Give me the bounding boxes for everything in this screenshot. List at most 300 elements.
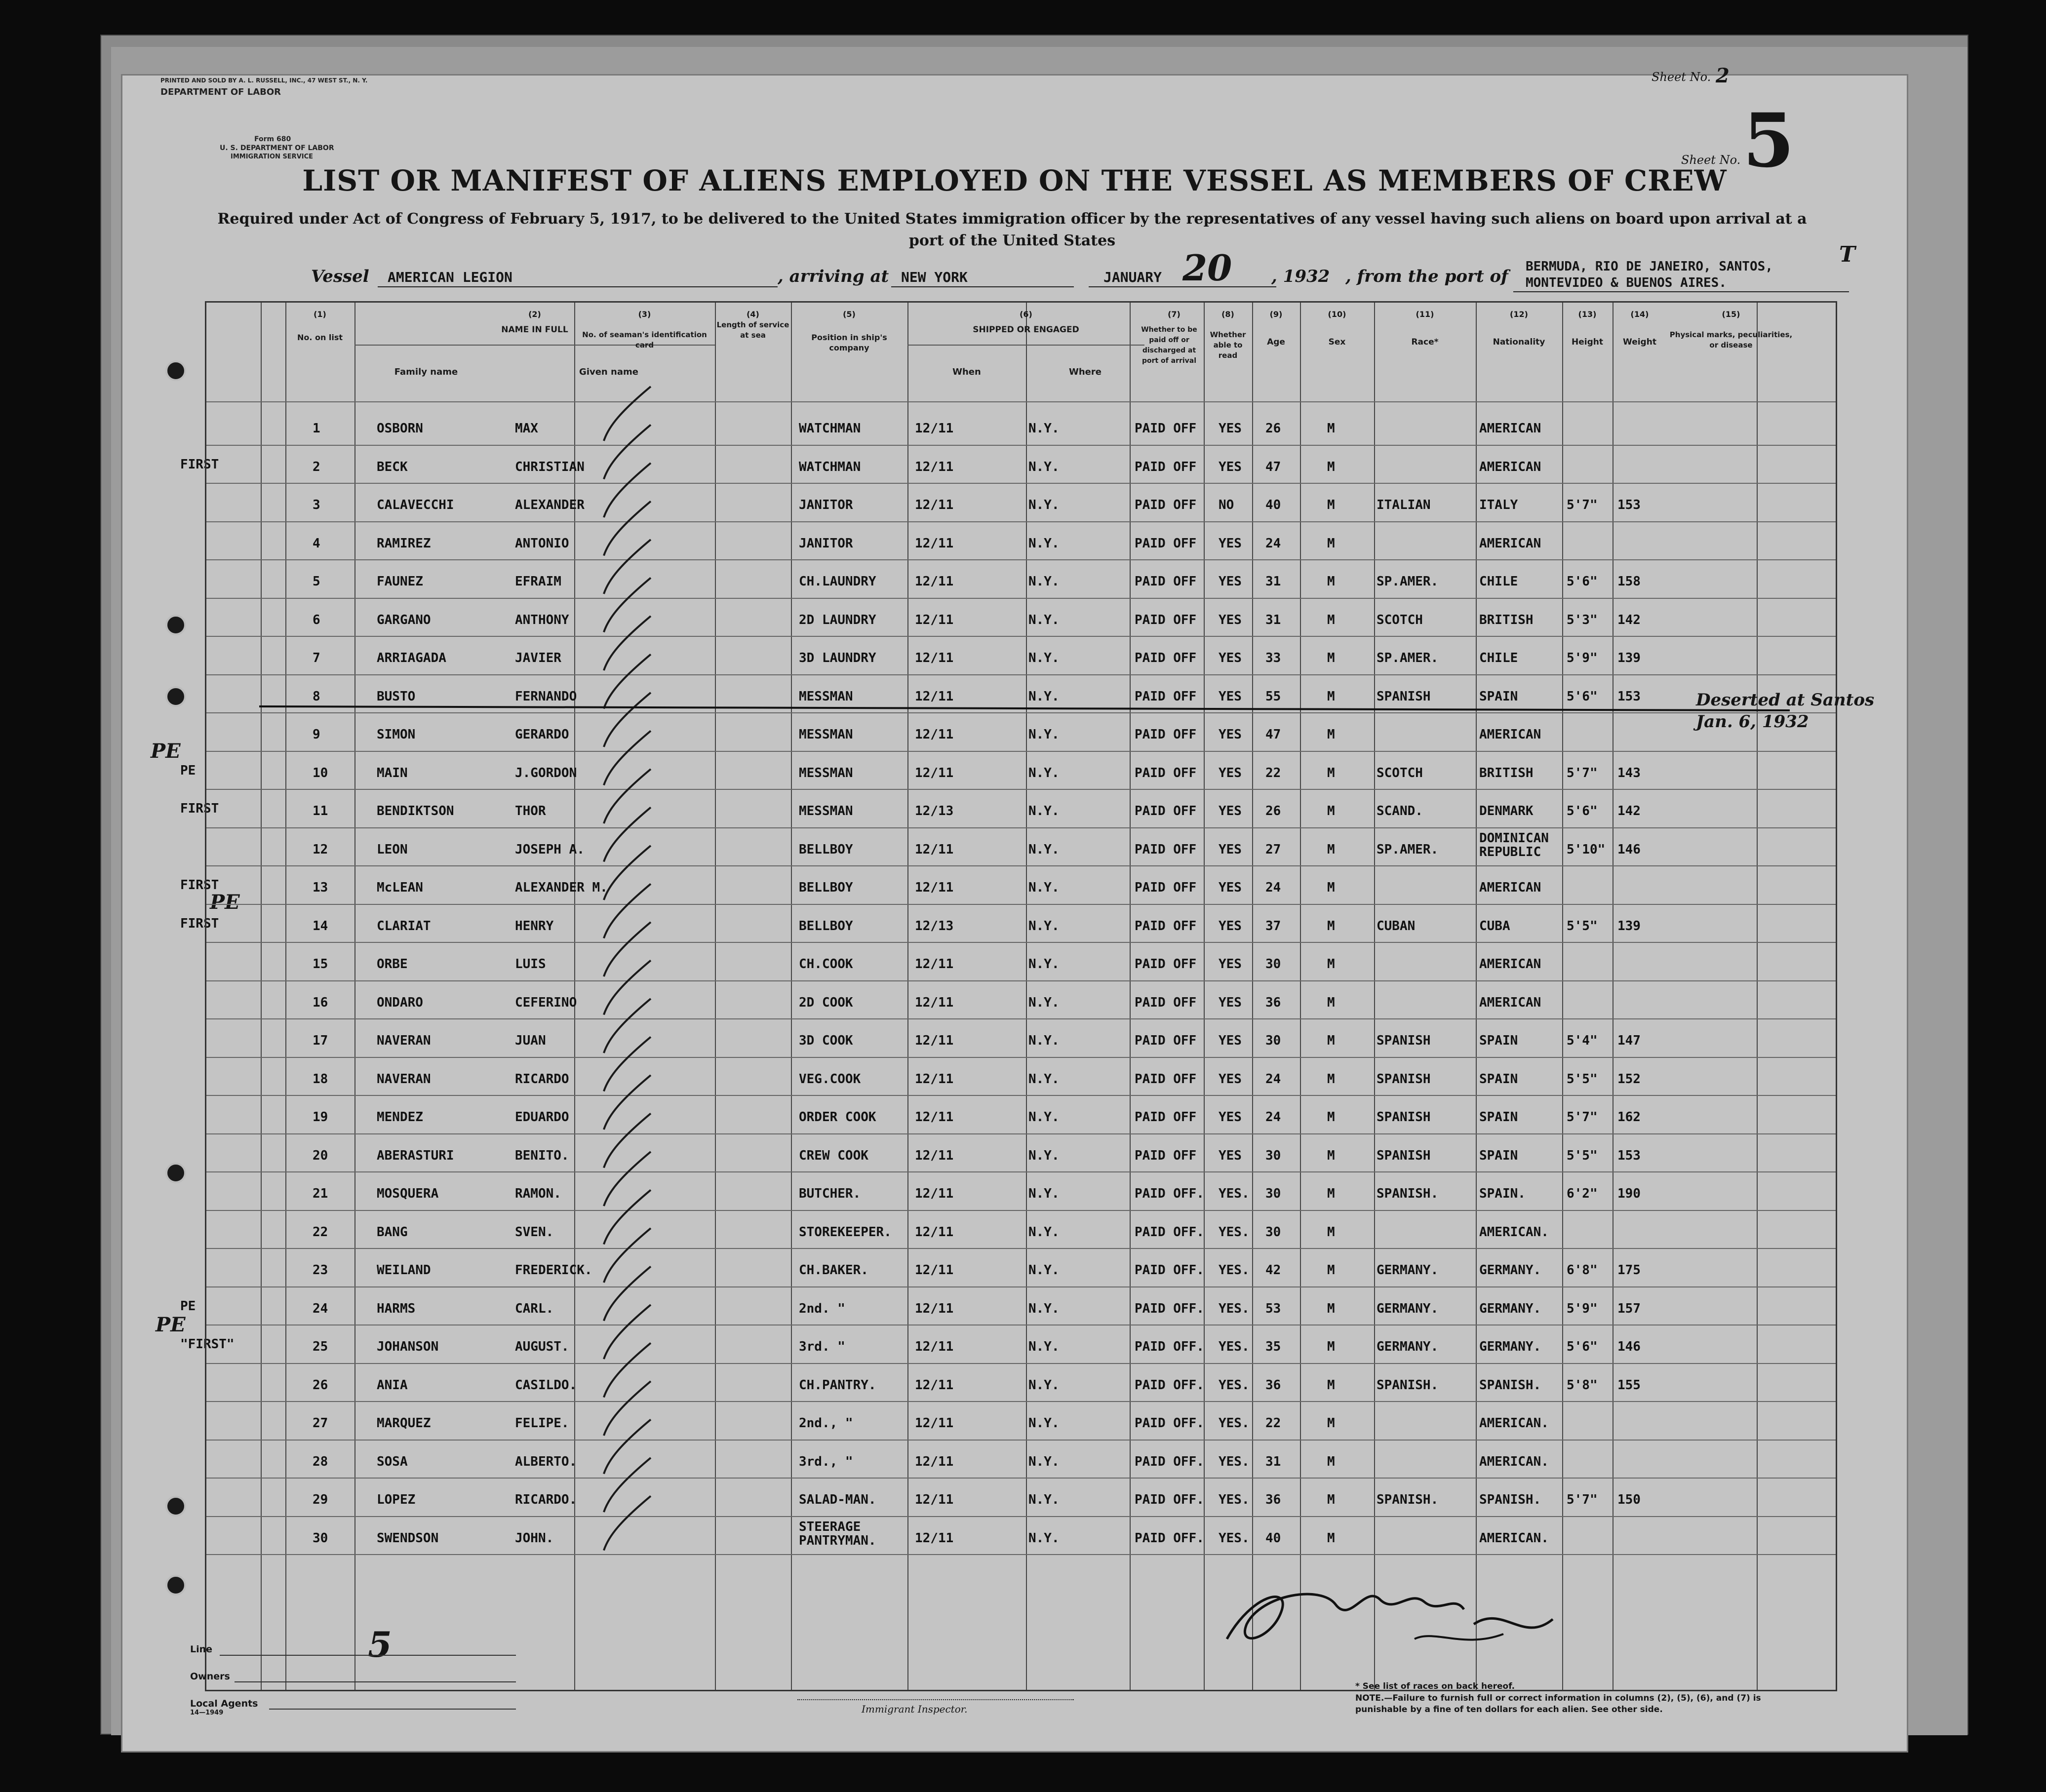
height-cell: 6'8"	[1567, 1263, 1598, 1278]
sheet-label-main: Sheet No.	[1681, 153, 1741, 167]
paid-off-cell: PAID OFF	[1135, 918, 1197, 934]
header-height: Height	[1572, 337, 1603, 347]
shipped-when-cell: 12/11	[915, 957, 954, 972]
vessel-name: AMERICAN LEGION	[388, 269, 512, 285]
family-name-cell: CLARIAT	[377, 918, 431, 934]
able-to-read-cell: YES	[1219, 612, 1242, 627]
nationality-cell: AMERICAN	[1479, 421, 1541, 436]
shipped-when-cell: 12/11	[915, 1148, 954, 1163]
shipped-where-cell: N.Y.	[1028, 1492, 1060, 1507]
id-card-check-mark	[604, 1381, 651, 1436]
shipped-when-cell: 12/11	[915, 459, 954, 474]
paid-off-cell: PAID OFF	[1135, 1110, 1197, 1125]
shipped-when-cell: 12/11	[915, 1492, 954, 1507]
family-name-cell: SOSA	[377, 1454, 408, 1469]
header-id-card: No. of seaman's identification card	[582, 330, 707, 350]
header-position: Position in ship's company	[811, 333, 887, 352]
paid-off-cell: PAID OFF	[1135, 804, 1197, 818]
arriving-label: , arriving at	[778, 267, 889, 286]
nationality-cell: AMERICAN.	[1479, 1416, 1549, 1431]
sex-cell: M	[1327, 995, 1335, 1010]
sex-cell: M	[1327, 1301, 1335, 1316]
able-to-read-cell: YES	[1219, 918, 1242, 934]
given-name-cell: EFRAIM	[515, 574, 561, 589]
position-cell: MESSMAN	[799, 765, 853, 780]
arrival-month: JANUARY	[1103, 269, 1162, 285]
arrival-year: , 1932	[1271, 267, 1330, 286]
shipped-where-cell: N.Y.	[1028, 1416, 1060, 1431]
row-number: 12	[313, 842, 328, 857]
family-name-cell: ORBE	[377, 957, 408, 972]
id-card-check-mark	[604, 1114, 651, 1168]
agents-rule	[269, 1709, 516, 1710]
sex-cell: M	[1327, 459, 1335, 474]
sex-cell: M	[1327, 727, 1335, 742]
given-name-cell: LUIS	[515, 957, 546, 972]
weight-cell: 146	[1617, 1339, 1641, 1354]
column-number: (6)	[1020, 310, 1032, 319]
given-name-cell: ANTHONY	[515, 612, 569, 627]
family-name-cell: JOHANSON	[377, 1339, 439, 1354]
race-cell: SP.AMER.	[1377, 842, 1439, 857]
sheet-label-top: Sheet No.	[1652, 70, 1711, 84]
row-number: 22	[313, 1224, 328, 1240]
height-cell: 5'7"	[1567, 498, 1598, 512]
column-number: (15)	[1722, 310, 1740, 319]
row-number: 19	[313, 1110, 328, 1125]
family-name-cell: ANIA	[377, 1377, 408, 1393]
height-cell: 5'10"	[1567, 842, 1606, 857]
family-name-cell: LOPEZ	[377, 1492, 416, 1507]
age-cell: 30	[1265, 1033, 1281, 1048]
paid-off-cell: PAID OFF	[1135, 957, 1197, 972]
given-name-cell: ANTONIO	[515, 536, 569, 551]
vessel-underline	[378, 286, 778, 287]
id-card-check-mark	[604, 1420, 651, 1474]
inspector-label: Immigrant Inspector.	[862, 1703, 968, 1715]
paid-off-cell: PAID OFF	[1135, 612, 1197, 627]
able-to-read-cell: YES.	[1219, 1416, 1250, 1431]
column-number: (10)	[1328, 310, 1346, 319]
able-to-read-cell: YES.	[1219, 1263, 1250, 1278]
age-cell: 31	[1265, 612, 1281, 627]
given-name-cell: J.GORDON	[515, 765, 577, 780]
sex-cell: M	[1327, 1416, 1335, 1431]
margin-note: PE	[180, 1298, 196, 1314]
row-number: 21	[313, 1186, 328, 1201]
column-number: (5)	[843, 310, 856, 319]
nationality-cell: AMERICAN.	[1479, 1530, 1549, 1546]
weight-cell: 153	[1617, 1148, 1641, 1163]
age-cell: 26	[1265, 421, 1281, 436]
shipped-where-cell: N.Y.	[1028, 804, 1060, 818]
age-cell: 24	[1265, 1110, 1281, 1125]
id-card-check-mark	[604, 655, 651, 709]
given-name-cell: BENITO.	[515, 1148, 569, 1163]
position-cell: MESSMAN	[799, 804, 853, 818]
id-card-check-mark	[604, 540, 651, 594]
nationality-cell: SPANISH.	[1479, 1492, 1541, 1507]
given-name-cell: AUGUST.	[515, 1339, 569, 1354]
shipped-where-cell: N.Y.	[1028, 1301, 1060, 1316]
form-number: Form 680	[254, 135, 291, 143]
position-cell: 3D COOK	[799, 1033, 853, 1048]
binder-hole	[165, 1575, 186, 1596]
id-card-check-mark	[604, 463, 651, 517]
header-no-on-list: No. on list	[297, 333, 343, 342]
age-cell: 42	[1265, 1263, 1281, 1278]
position-cell: 3rd., "	[799, 1454, 853, 1469]
family-name-cell: McLEAN	[377, 880, 423, 895]
shipped-where-cell: N.Y.	[1028, 612, 1060, 627]
sex-cell: M	[1327, 918, 1335, 934]
given-name-cell: ALEXANDER M.	[515, 880, 608, 895]
height-cell: 5'5"	[1567, 1148, 1598, 1163]
column-number: (9)	[1269, 310, 1283, 319]
sex-cell: M	[1327, 574, 1335, 589]
family-name-cell: OSBORN	[377, 421, 423, 436]
printer-line: PRINTED AND SOLD BY A. L. RUSSELL, INC., 47 WEST ST., N. Y.	[160, 77, 368, 84]
row-number: 8	[313, 689, 320, 704]
binder-hole	[165, 1163, 186, 1183]
position-cell: 2D LAUNDRY	[799, 612, 876, 627]
race-cell: SPANISH.	[1377, 1377, 1439, 1393]
height-cell: 5'6"	[1567, 804, 1598, 818]
margin-note: PE	[180, 763, 196, 778]
position-cell: BELLBOY	[799, 918, 853, 934]
race-cell: SP.AMER.	[1377, 574, 1439, 589]
shipped-when-cell: 12/11	[915, 842, 954, 857]
deserted-note-line2: Jan. 6, 1932	[1696, 712, 1809, 732]
race-cell: CUBAN	[1377, 918, 1416, 934]
shipped-when-cell: 12/11	[915, 651, 954, 665]
given-name-cell: GERARDO	[515, 727, 569, 742]
position-cell: WATCHMAN	[799, 459, 861, 474]
age-cell: 30	[1265, 957, 1281, 972]
nationality-cell: BRITISH	[1479, 612, 1534, 627]
age-cell: 36	[1265, 995, 1281, 1010]
shipped-where-cell: N.Y.	[1028, 1148, 1060, 1163]
age-cell: 40	[1265, 498, 1281, 512]
column-number: (4)	[747, 310, 759, 319]
able-to-read-cell: YES	[1219, 765, 1242, 780]
binder-hole	[165, 615, 186, 635]
manifest-title: LIST OR MANIFEST OF ALIENS EMPLOYED ON THE VESSEL AS MEMBERS OF CREW	[302, 164, 1727, 197]
family-name-cell: MENDEZ	[377, 1110, 423, 1125]
shipped-when-cell: 12/11	[915, 1339, 954, 1354]
sex-cell: M	[1327, 1454, 1335, 1469]
age-cell: 36	[1265, 1492, 1281, 1507]
row-number: 29	[313, 1492, 328, 1507]
family-name-cell: MARQUEZ	[377, 1416, 431, 1431]
shipped-where-cell: N.Y.	[1028, 957, 1060, 972]
shipped-when-cell: 12/11	[915, 880, 954, 895]
sex-cell: M	[1327, 957, 1335, 972]
id-card-check-mark	[604, 999, 651, 1053]
shipped-where-cell: N.Y.	[1028, 1186, 1060, 1201]
sex-cell: M	[1327, 498, 1335, 512]
sex-cell: M	[1327, 1033, 1335, 1048]
paid-off-cell: PAID OFF.	[1135, 1186, 1204, 1201]
given-name-cell: CEFERINO	[515, 995, 577, 1010]
family-name-cell: NAVERAN	[377, 1033, 431, 1048]
position-cell: STEERAGE PANTRYMAN.	[799, 1519, 876, 1548]
given-name-cell: RICARDO	[515, 1071, 569, 1087]
able-to-read-cell: YES	[1219, 804, 1242, 818]
position-cell: 2nd., "	[799, 1416, 853, 1431]
weight-cell: 152	[1617, 1071, 1641, 1087]
department-line: DEPARTMENT OF LABOR	[160, 87, 281, 97]
nationality-cell: AMERICAN	[1479, 727, 1541, 742]
shipped-where-cell: N.Y.	[1028, 1110, 1060, 1125]
row-number: 25	[313, 1339, 328, 1354]
sex-cell: M	[1327, 536, 1335, 551]
shipped-where-cell: N.Y.	[1028, 651, 1060, 665]
shipped-where-cell: N.Y.	[1028, 995, 1060, 1010]
arrival-port: NEW YORK	[901, 269, 968, 285]
sex-cell: M	[1327, 1377, 1335, 1393]
given-name-cell: JOSEPH A.	[515, 842, 585, 857]
sex-cell: M	[1327, 1186, 1335, 1201]
shipped-when-cell: 12/11	[915, 689, 954, 704]
position-cell: VEG.COOK	[799, 1071, 861, 1087]
age-cell: 55	[1265, 689, 1281, 704]
shipped-where-cell: N.Y.	[1028, 1339, 1060, 1354]
paid-off-cell: PAID OFF.	[1135, 1377, 1204, 1393]
able-to-read-cell: YES	[1219, 1148, 1242, 1163]
sex-cell: M	[1327, 421, 1335, 436]
agents-label: Local Agents	[190, 1698, 258, 1709]
header-race: Race*	[1411, 337, 1439, 347]
shipped-where-cell: N.Y.	[1028, 421, 1060, 436]
height-cell: 5'4"	[1567, 1033, 1598, 1048]
race-cell: GERMANY.	[1377, 1339, 1439, 1354]
weight-cell: 139	[1617, 651, 1641, 665]
header-able-to-read: Whether able to read	[1210, 330, 1246, 360]
given-name-cell: JUAN	[515, 1033, 546, 1048]
row-number: 23	[313, 1263, 328, 1278]
age-cell: 35	[1265, 1339, 1281, 1354]
sex-cell: M	[1327, 1224, 1335, 1240]
weight-cell: 150	[1617, 1492, 1641, 1507]
margin-pe-note: PE	[151, 739, 181, 763]
weight-cell: 143	[1617, 765, 1641, 780]
position-cell: JANITOR	[799, 498, 853, 512]
row-number: 24	[313, 1301, 328, 1316]
paid-off-cell: PAID OFF.	[1135, 1301, 1204, 1316]
id-card-check-mark	[604, 1458, 651, 1512]
height-cell: 5'7"	[1567, 765, 1598, 780]
able-to-read-cell: YES	[1219, 689, 1242, 704]
sex-cell: M	[1327, 1071, 1335, 1087]
able-to-read-cell: YES	[1219, 421, 1242, 436]
given-name-cell: ALBERTO.	[515, 1454, 577, 1469]
row-number: 3	[313, 498, 320, 512]
position-cell: SALAD-MAN.	[799, 1492, 876, 1507]
paid-off-cell: PAID OFF.	[1135, 1339, 1204, 1354]
race-cell: SPANISH	[1377, 1033, 1431, 1048]
age-cell: 30	[1265, 1186, 1281, 1201]
nationality-cell: SPAIN	[1479, 1033, 1518, 1048]
race-cell: SCOTCH	[1377, 765, 1423, 780]
family-name-cell: GARGANO	[377, 612, 431, 627]
family-name-cell: ARRIAGADA	[377, 651, 446, 665]
able-to-read-cell: YES	[1219, 957, 1242, 972]
able-to-read-cell: YES	[1219, 995, 1242, 1010]
shipped-where-cell: N.Y.	[1028, 1033, 1060, 1048]
header-paid-off: Whether to be paid off or discharged at port of arrival	[1141, 326, 1197, 365]
row-number: 14	[313, 918, 328, 934]
shipped-when-cell: 12/11	[915, 1071, 954, 1087]
form-department: U. S. DEPARTMENT OF LABOR	[220, 144, 334, 152]
weight-cell: 157	[1617, 1301, 1641, 1316]
deserted-note-line1: Deserted at Santos	[1696, 690, 1875, 710]
shipped-when-cell: 12/11	[915, 1033, 954, 1048]
family-name-cell: CALAVECCHI	[377, 498, 454, 512]
family-name-cell: ONDARO	[377, 995, 423, 1010]
manifest-subtitle: Required under Act of Congress of February 5, 1917, to be delivered to the United States immigration officer by the representatives of any vessel having such aliens on board upon arrival at a port of the United States	[217, 210, 1807, 249]
given-name-cell: HENRY	[515, 918, 554, 934]
family-name-cell: RAMIREZ	[377, 536, 431, 551]
id-card-check-mark	[604, 693, 651, 747]
paid-off-cell: PAID OFF	[1135, 536, 1197, 551]
shipped-when-cell: 12/11	[915, 1224, 954, 1240]
shipped-where-cell: N.Y.	[1028, 918, 1060, 934]
age-cell: 36	[1265, 1377, 1281, 1393]
shipped-where-cell: N.Y.	[1028, 842, 1060, 857]
position-cell: WATCHMAN	[799, 421, 861, 436]
shipped-where-cell: N.Y.	[1028, 727, 1060, 742]
binder-hole	[165, 360, 186, 381]
family-name-cell: MAIN	[377, 765, 408, 780]
column-number: (2)	[528, 310, 541, 319]
nationality-cell: SPAIN	[1479, 1110, 1518, 1125]
age-cell: 22	[1265, 765, 1281, 780]
header-family-name: Family name	[394, 367, 458, 377]
race-cell: SPANISH	[1377, 689, 1431, 704]
arrival-underline	[891, 286, 1074, 287]
binder-hole	[165, 686, 186, 707]
shipped-where-cell: N.Y.	[1028, 1071, 1060, 1087]
position-cell: 2nd. "	[799, 1301, 845, 1316]
id-card-check-mark	[604, 1267, 651, 1321]
family-name-cell: NAVERAN	[377, 1071, 431, 1087]
nationality-cell: SPANISH.	[1479, 1377, 1541, 1393]
column-number: (3)	[638, 310, 651, 319]
paid-off-cell: PAID OFF.	[1135, 1492, 1204, 1507]
row-number: 27	[313, 1416, 328, 1431]
nationality-cell: SPAIN	[1479, 689, 1518, 704]
header-when: When	[952, 367, 981, 377]
nationality-cell: AMERICAN	[1479, 880, 1541, 895]
paid-off-cell: PAID OFF	[1135, 459, 1197, 474]
family-name-cell: FAUNEZ	[377, 574, 423, 589]
margin-note: FIRST	[180, 916, 219, 931]
header-physical-marks: Physical marks, peculiarities, or disease	[1669, 330, 1793, 350]
shipped-when-cell: 12/11	[915, 1110, 954, 1125]
position-cell: MESSMAN	[799, 727, 853, 742]
given-name-cell: CARL.	[515, 1301, 554, 1316]
weight-cell: 142	[1617, 612, 1641, 627]
given-name-cell: FELIPE.	[515, 1416, 569, 1431]
shipped-where-cell: N.Y.	[1028, 536, 1060, 551]
header-name-in-full: NAME IN FULL	[501, 325, 568, 335]
weight-cell: 153	[1617, 689, 1641, 704]
date-underline	[1089, 286, 1276, 287]
paid-off-cell: PAID OFF.	[1135, 1263, 1204, 1278]
age-cell: 40	[1265, 1530, 1281, 1546]
sex-cell: M	[1327, 1263, 1335, 1278]
race-cell: SPANISH	[1377, 1071, 1431, 1087]
shipped-when-cell: 12/11	[915, 1454, 954, 1469]
sex-cell: M	[1327, 612, 1335, 627]
sex-cell: M	[1327, 1110, 1335, 1125]
race-cell: SPANISH	[1377, 1148, 1431, 1163]
family-name-cell: BENDIKTSON	[377, 804, 454, 818]
race-cell: SCOTCH	[1377, 612, 1423, 627]
family-name-cell: BANG	[377, 1224, 408, 1240]
sex-cell: M	[1327, 842, 1335, 857]
position-cell: BUTCHER.	[799, 1186, 861, 1201]
header-age: Age	[1267, 337, 1285, 347]
shipped-when-cell: 12/11	[915, 1301, 954, 1316]
position-cell: CH.BAKER.	[799, 1263, 868, 1278]
race-cell: GERMANY.	[1377, 1263, 1439, 1278]
row-number: 18	[313, 1071, 328, 1087]
shipped-where-cell: N.Y.	[1028, 880, 1060, 895]
shipped-where-cell: N.Y.	[1028, 574, 1060, 589]
height-cell: 5'9"	[1567, 1301, 1598, 1316]
height-cell: 5'6"	[1567, 689, 1598, 704]
family-name-cell: HARMS	[377, 1301, 416, 1316]
row-number: 13	[313, 880, 328, 895]
position-cell: JANITOR	[799, 536, 853, 551]
margin-note: FIRST	[180, 878, 219, 893]
shipped-when-cell: 12/13	[915, 804, 954, 818]
id-card-check-mark	[604, 425, 651, 479]
given-name-cell: RAMON.	[515, 1186, 561, 1201]
age-cell: 30	[1265, 1224, 1281, 1240]
nationality-cell: DENMARK	[1479, 804, 1534, 818]
id-card-check-mark	[604, 1228, 651, 1283]
binder-hole	[165, 1496, 186, 1517]
paid-off-cell: PAID OFF.	[1135, 1224, 1204, 1240]
row-number: 28	[313, 1454, 328, 1469]
shipped-where-cell: N.Y.	[1028, 1530, 1060, 1546]
id-card-check-mark	[604, 1190, 651, 1245]
row-number: 17	[313, 1033, 328, 1048]
height-cell: 5'7"	[1567, 1492, 1598, 1507]
row-number: 7	[313, 651, 320, 665]
position-cell: CH.COOK	[799, 957, 853, 972]
from-port-label: , from the port of	[1345, 267, 1508, 286]
paid-off-cell: PAID OFF	[1135, 689, 1197, 704]
age-cell: 47	[1265, 727, 1281, 742]
id-card-check-mark	[604, 616, 651, 670]
margin-note: FIRST	[180, 801, 219, 816]
position-cell: ORDER COOK	[799, 1110, 876, 1125]
race-cell: ITALIAN	[1377, 498, 1431, 512]
sex-cell: M	[1327, 880, 1335, 895]
given-name-cell: EDUARDO	[515, 1110, 569, 1125]
column-number: (14)	[1630, 310, 1649, 319]
header-length-service: Length of service at sea	[716, 320, 789, 340]
weight-cell: 146	[1617, 842, 1641, 857]
id-card-check-mark	[604, 808, 651, 862]
paid-off-cell: PAID OFF	[1135, 995, 1197, 1010]
able-to-read-cell: YES	[1219, 727, 1242, 742]
shipped-when-cell: 12/11	[915, 1530, 954, 1546]
